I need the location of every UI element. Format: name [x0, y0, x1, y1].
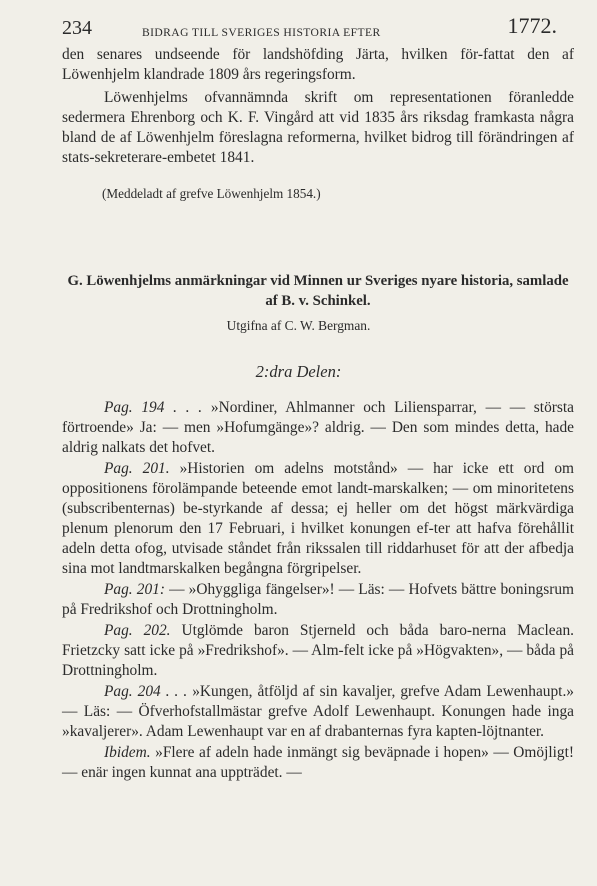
section-editor: Utgifna af C. W. Bergman.: [226, 318, 371, 333]
running-title: BIDRAG TILL SVERIGES HISTORIA EFTER: [142, 26, 381, 39]
entry-text: »Nordiner, Ahlmanner och Liliensparrar, — — största förtroende» Ja: — men »Hofumgänge»? aldrig. — Den som mindes detta, hade aldrig nalkats det hofvet.: [62, 399, 574, 456]
entry-ref: Pag. 201.: [104, 460, 170, 477]
header-year: 1772.: [507, 13, 557, 38]
intro-paragraph: Löwenhjelms ofvannämnda skrift om representationen föranledde sedermera Ehrenborg och K. F. Vingård att vid 1835 års riksdag framkasta några bland de af Löwenhjelm föreslagna reformerna, hvilket bidrog till förändringen af stats-sekreterare-embetet 1841.: [62, 89, 574, 166]
entry-text: — »Ohyggliga fängelser»! — Läs: — Hofvets bättre boningsrum på Fredrikshof och Drottningholm.: [62, 581, 574, 618]
entry: [62, 398, 574, 458]
entry-text: »Flere af adeln hade inmängt sig beväpnade i hopen» — Omöjligt! — enär ingen kunnat ana uppträdet. —: [62, 744, 575, 781]
entry: [62, 621, 574, 681]
entry-ref: Pag. 202.: [104, 622, 171, 639]
running-header: [62, 13, 572, 42]
section-heading: G. Löwenhjelms anmärkningar vid Minnen ur Sveriges nyare historia, samlade af B. v. Schinkel.: [67, 273, 569, 309]
entry-text: Utglömde baron Stjerneld och båda baro-nerna Maclean. Frietzcky satt icke på »Fredrikshof». — Alm-felt icke på »Högvakten», — båda på Drottningholm.: [62, 622, 574, 679]
entry-ref: Pag. 204 . . .: [104, 683, 188, 700]
entry-ref: Pag. 194 . . .: [104, 399, 203, 416]
entry: [62, 682, 574, 742]
entry-text: »Kungen, åtföljd af sin kavaljer, grefve Adam Lewenhaupt.» — Läs: — Öfverhofstallmästar grefve Adolf Lewenhaupt. Konungen hade inga »kavaljerer». Adam Lewenhaupt var en af drabanternas fyra kapten-löjtnanter.: [62, 683, 574, 740]
intro-block: [62, 88, 574, 168]
entry-ref: Pag. 201:: [104, 581, 165, 598]
continuation-block: [62, 45, 574, 85]
entries-list: [62, 398, 574, 784]
page-number: 234: [62, 17, 92, 39]
entry: [62, 459, 574, 579]
source-note: (Meddeladt af grefve Löwenhjelm 1854.): [102, 186, 321, 201]
entry: [62, 580, 574, 620]
entry-text: »Historien om adelns motstånd» — har icke ett ord om oppositionens förolämpande beteende emot landt-marskalken; — om minoritetens (subscribenternas) be-styrkande af dessa; ej heller om det högst märkvärdiga plenum plenorum den 17 Februari, i hvilket konungen ef-ter att hafva förehållit adeln detta ofog, utvisade ståndet från rikssalen till riddarhuset för att der afbedja sina mot landtmarskalken begångna förgripelser.: [62, 460, 574, 577]
entry-ref: Ibidem.: [104, 744, 151, 761]
continuation-paragraph: den senares undseende för landshöfding Järta, hvilken för-fattat den af Löwenhjelm klandrade 1809 års regeringsform.: [62, 46, 574, 83]
entry: [62, 743, 574, 783]
part-title: 2:dra Delen:: [255, 362, 342, 381]
